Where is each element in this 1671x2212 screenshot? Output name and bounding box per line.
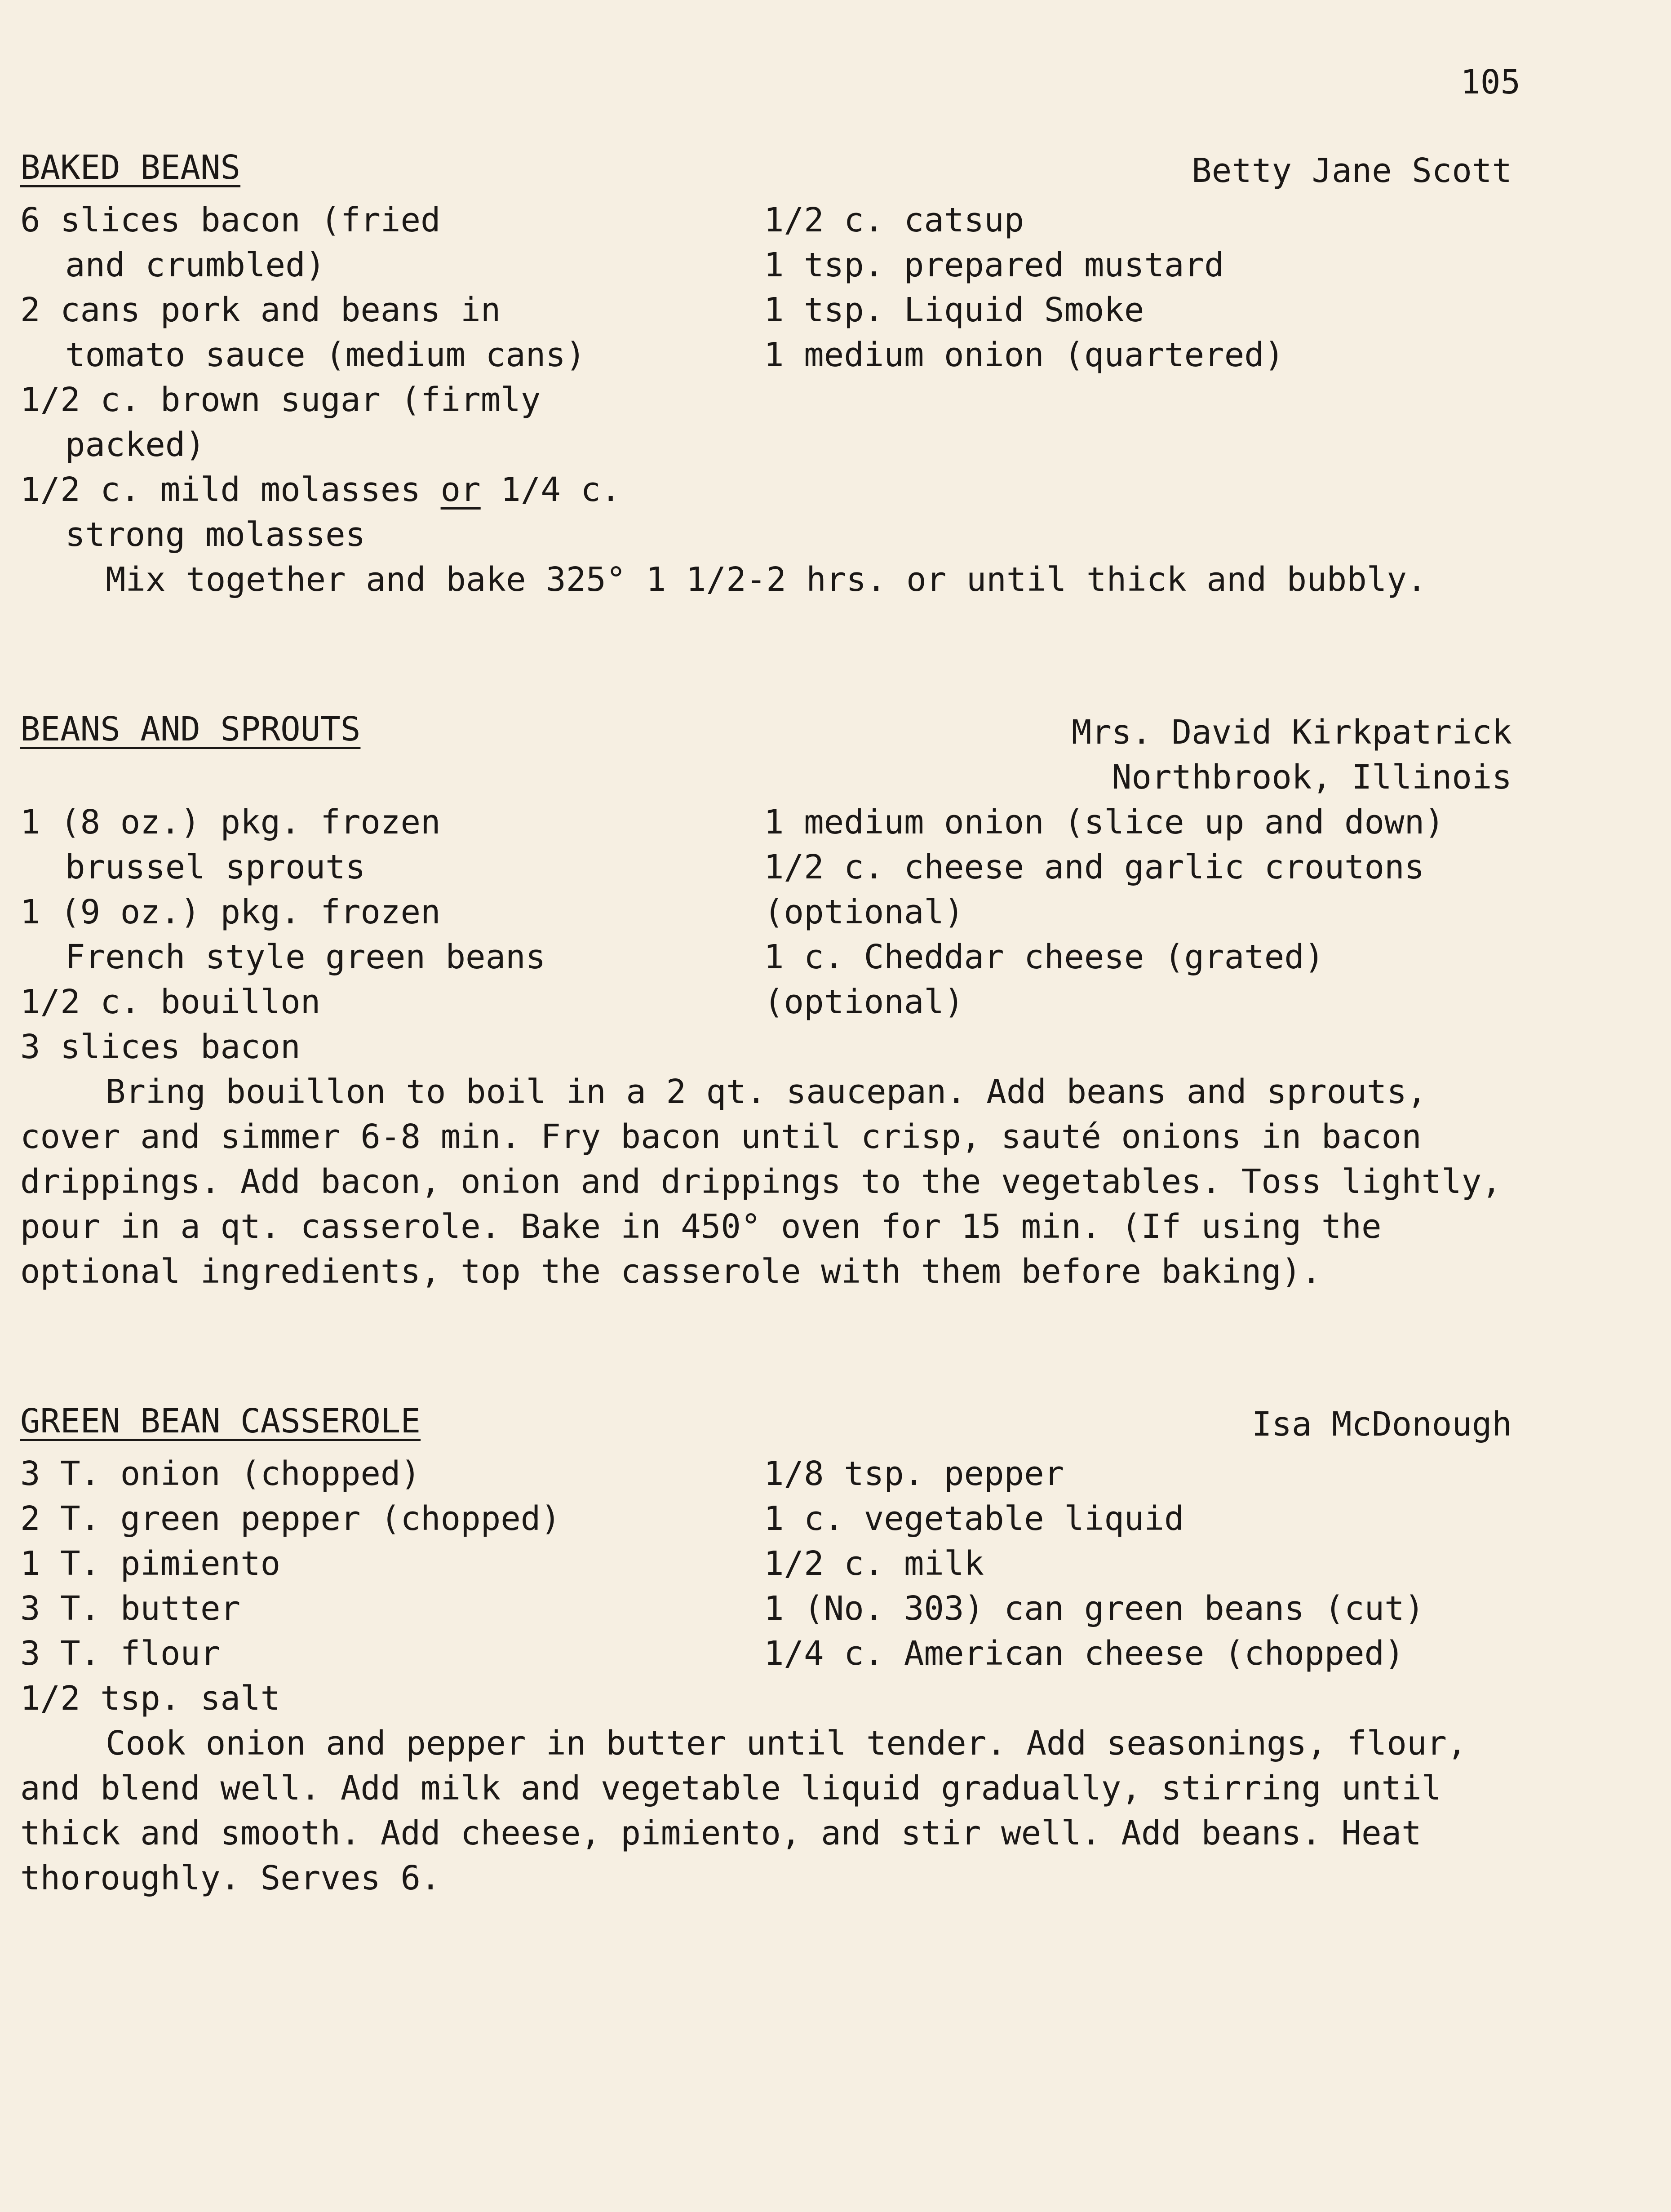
ingredient: 1 T. pimiento bbox=[20, 1544, 281, 1583]
page-number: 105 bbox=[1460, 63, 1520, 102]
ingredient: strong molasses bbox=[65, 515, 366, 554]
ingredient: (optional) bbox=[764, 983, 964, 1021]
ingredient: 3 T. onion (chopped) bbox=[20, 1454, 421, 1493]
ingredient: 1/4 c. American cheese (chopped) bbox=[764, 1634, 1405, 1673]
recipe-title: BEANS AND SPROUTS bbox=[20, 710, 361, 749]
author-name: Mrs. David Kirkpatrick bbox=[1071, 713, 1512, 752]
ingredient: 1/2 c. milk bbox=[764, 1544, 984, 1583]
ingredient: and crumbled) bbox=[65, 246, 326, 284]
ingredient: 1 tsp. prepared mustard bbox=[764, 246, 1224, 284]
ingredient: 2 T. green pepper (chopped) bbox=[20, 1499, 561, 1538]
ingredient-part: 1/2 c. mild molasses bbox=[20, 470, 441, 509]
recipe-author bbox=[1072, 710, 1512, 800]
directions: Mix together and bake 325° 1 1/2-2 hrs. or until thick and bubbly. bbox=[106, 560, 1427, 599]
ingredients-left bbox=[20, 800, 764, 1069]
ingredient: brussel sprouts bbox=[65, 848, 366, 887]
recipe-title: GREEN BEAN CASSEROLE bbox=[20, 1402, 421, 1441]
ingredient: 1 (9 oz.) pkg. frozen bbox=[20, 893, 441, 931]
directions: Bring bouillon to boil in a 2 qt. saucepan. Add beans and sprouts, cover and simmer 6-8 min. Fry bacon until crisp, sauté onions in bacon drippings. Add bacon, onion and drippings to the vegetables. Toss lightly, pour in a qt. casserole. Bake in 450° oven for 15 min. (If using the optional ingredients, top the casserole with them before baking). bbox=[20, 1073, 1502, 1291]
ingredient: packed) bbox=[65, 426, 205, 464]
ingredient: 1/2 c. bouillon bbox=[20, 983, 321, 1021]
directions: Cook onion and pepper in butter until tender. Add seasonings, flour, and blend well. Add milk and vegetable liquid gradually, stirring until thick and smooth. Add cheese, pimiento, and stir well. Add beans. Heat thoroughly. Serves 6. bbox=[20, 1724, 1467, 1897]
ingredients-right bbox=[764, 1451, 1512, 1721]
ingredient: 1 medium onion (quartered) bbox=[764, 336, 1285, 374]
ingredient: 1 (No. 303) can green beans (cut) bbox=[764, 1589, 1425, 1628]
ingredient: 3 slices bacon bbox=[20, 1028, 301, 1066]
or-underlined: or bbox=[440, 470, 481, 509]
ingredient: 1 (8 oz.) pkg. frozen bbox=[20, 803, 441, 842]
recipe-baked-beans bbox=[20, 148, 1512, 602]
ingredient: 3 T. flour bbox=[20, 1634, 221, 1673]
ingredient: French style green beans bbox=[65, 938, 546, 976]
recipe-title: BAKED BEANS bbox=[20, 148, 241, 187]
recipe-author: Isa McDonough bbox=[1251, 1405, 1512, 1444]
ingredient: tomato sauce (medium cans) bbox=[65, 336, 586, 374]
ingredient: 6 slices bacon (fried bbox=[20, 201, 441, 239]
ingredient: (optional) bbox=[764, 893, 964, 931]
ingredient: 1 c. Cheddar cheese (grated) bbox=[764, 938, 1325, 976]
ingredient: 1 medium onion (slice up and down) bbox=[764, 803, 1445, 842]
author-location: Northbrook, Illinois bbox=[1111, 758, 1512, 797]
ingredient bbox=[20, 467, 764, 512]
ingredient: 1/2 tsp. salt bbox=[20, 1679, 281, 1718]
ingredient: 1/8 tsp. pepper bbox=[764, 1454, 1064, 1493]
ingredient: 1/2 c. cheese and garlic croutons bbox=[764, 848, 1425, 887]
recipe-beans-and-sprouts bbox=[20, 710, 1512, 1294]
ingredient: 1/2 c. catsup bbox=[764, 201, 1024, 239]
ingredients-left bbox=[20, 1451, 764, 1721]
ingredients-right bbox=[764, 800, 1512, 1069]
recipe-green-bean-casserole bbox=[20, 1402, 1512, 1901]
ingredients-right bbox=[764, 198, 1512, 557]
ingredients-left bbox=[20, 198, 764, 557]
recipe-author: Betty Jane Scott bbox=[1192, 151, 1512, 190]
ingredient-part: 1/4 c. bbox=[480, 470, 621, 509]
ingredient: 1 tsp. Liquid Smoke bbox=[764, 291, 1144, 329]
ingredient: 1/2 c. brown sugar (firmly bbox=[20, 381, 541, 419]
ingredient: 1 c. vegetable liquid bbox=[764, 1499, 1184, 1538]
ingredient: 2 cans pork and beans in bbox=[20, 291, 501, 329]
ingredient: 3 T. butter bbox=[20, 1589, 241, 1628]
